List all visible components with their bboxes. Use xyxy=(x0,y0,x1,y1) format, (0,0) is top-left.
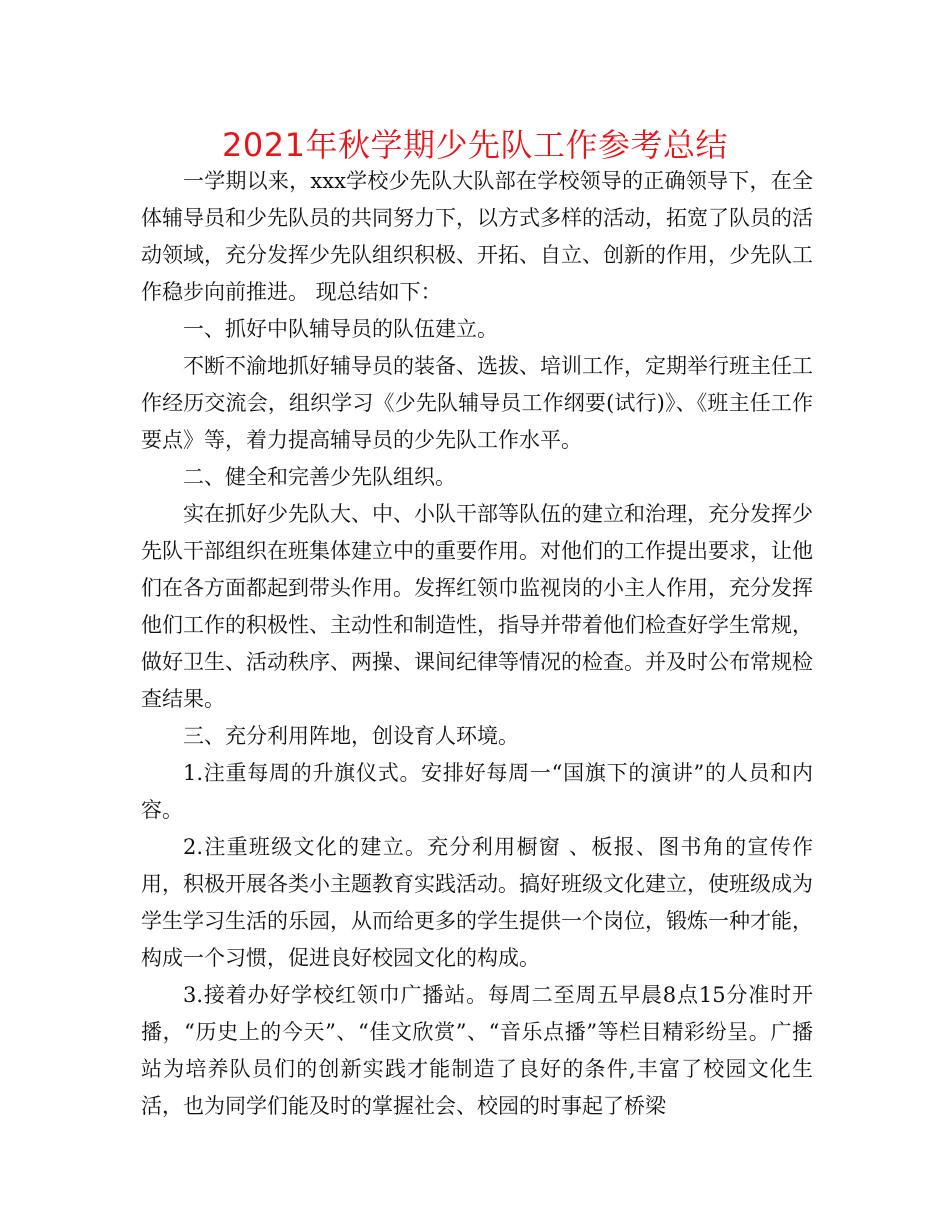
paragraph-intro: 一学期以来，xxx学校少先队大队部在学校领导的正确领导下，在全体辅导员和少先队员的共同努力下，以方式多样的活动，拓宽了队员的活动领域，充分发挥少先队组织积极、开拓、自立、创新的作用，少先队工作稳步向前推进。 现总结如下： xyxy=(141,169,813,304)
paragraph-item-2: 2.注重班级文化的建立。充分利用橱窗 、板报、图书角的宣传作用，积极开展各类小主题教育实践活动。搞好班级文化建立，使班级成为学生学习生活的乐园，从而给更多的学生提供一个岗位，锻炼一种才能，构成一个习惯，促进良好校园文化的构成。 xyxy=(141,835,813,970)
section-heading-3: 三、充分利用阵地，创设育人环境。 xyxy=(183,724,519,748)
document-body xyxy=(141,163,813,1125)
paragraph-section-1: 不断不渝地抓好辅导员的装备、选拔、培训工作，定期举行班主任工作经历交流会，组织学习《少先队辅导员工作纲要(试行)》、《班主任工作要点》等，着力提高辅导员的少先队工作水平。 xyxy=(141,354,813,452)
section-heading-1: 一、抓好中队辅导员的队伍建立。 xyxy=(183,317,498,341)
document-title: 2021年秋学期少先队工作参考总结 xyxy=(222,126,728,164)
paragraph-section-2: 实在抓好少先队大、中、小队干部等队伍的建立和治理，充分发挥少先队干部组织在班集体建立中的重要作用。对他们的工作提出要求，让他们在各方面都起到带头作用。发挥红领巾监视岗的小主人作用，充分发挥他们工作的积极性、主动性和制造性，指导并带着他们检查好学生常规，做好卫生、活动秩序、两操、课间纪律等情况的检查。并及时公布常规检查结果。 xyxy=(141,502,813,711)
section-heading-2: 二、健全和完善少先队组织。 xyxy=(183,465,456,489)
paragraph-item-1: 1.注重每周的升旗仪式。安排好每周一“国旗下的演讲”的人员和内容。 xyxy=(141,761,813,822)
paragraph-item-3: 3.接着办好学校红领巾广播站。每周二至周五早晨8点15分准时开播，“历史上的今天”、“佳文欣赏”、“音乐点播”等栏目精彩纷呈。广播站为培养队员们的创新实践才能制造了良好的条件,丰富了校园文化生活，也为同学们能及时的掌握社会、校园的时事起了桥梁 xyxy=(141,983,813,1118)
